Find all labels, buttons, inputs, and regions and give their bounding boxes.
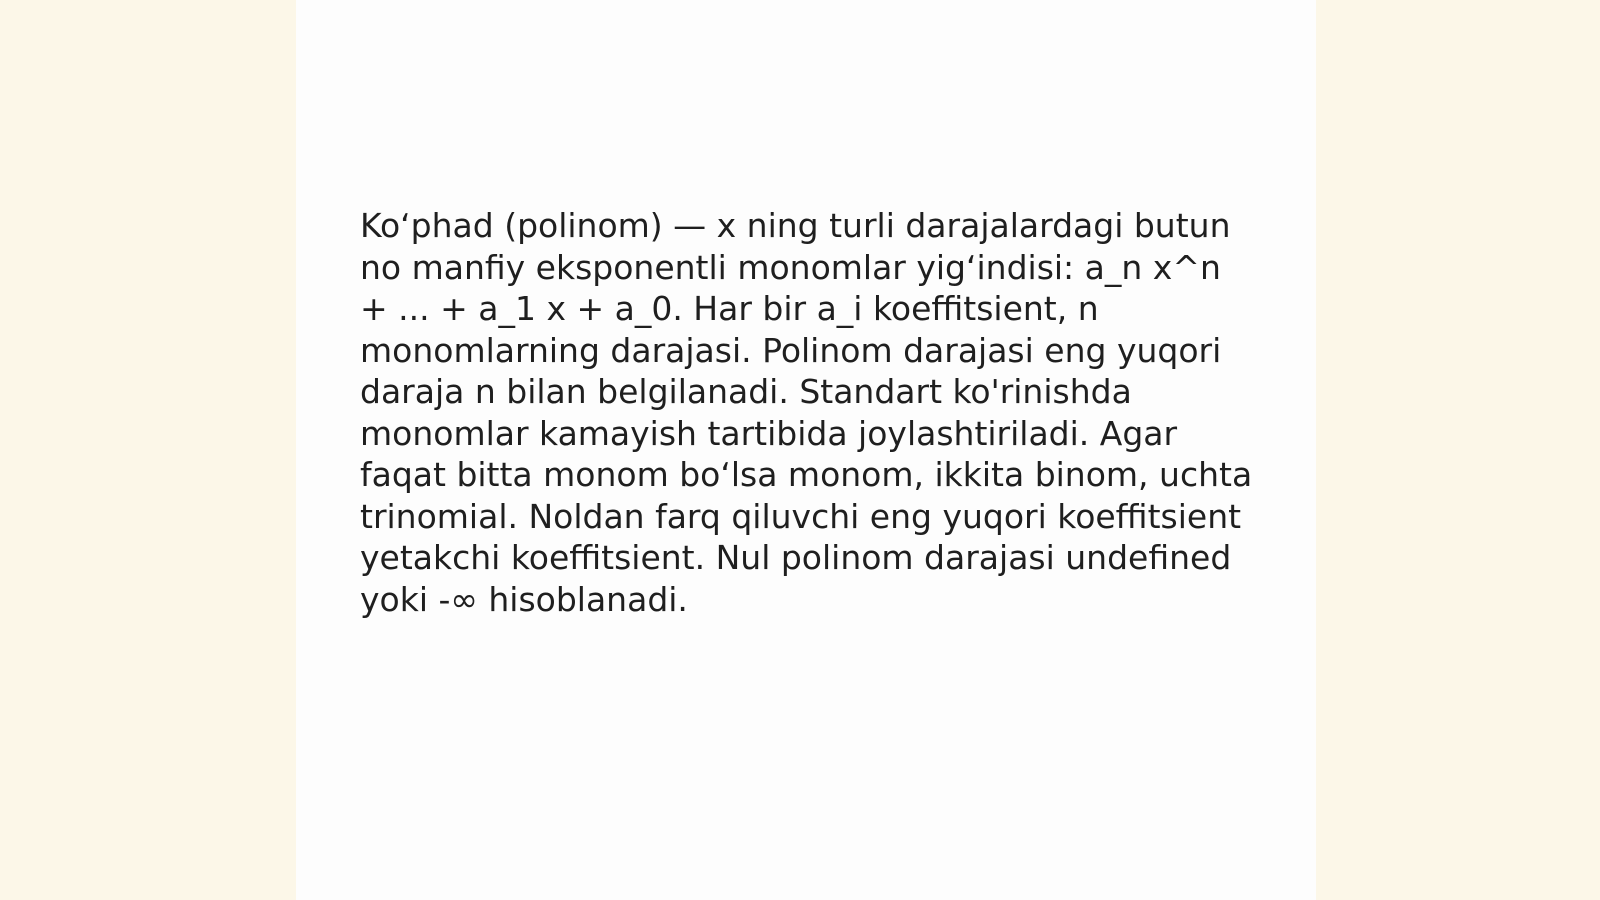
text-line-10: yoki -∞ hisoblanadi. xyxy=(360,579,688,619)
text-line-6: monomlar kamayish tartibida joylashtiriladi. Agar xyxy=(360,413,1178,453)
document-text xyxy=(360,205,1260,620)
text-line-4: monomlarning darajasi. Polinom darajasi eng yuqori xyxy=(360,330,1222,370)
text-line-5: daraja n bilan belgilanadi. Standart ko'rinishda xyxy=(360,372,1132,411)
document-page xyxy=(296,0,1316,900)
text-line-8: trinomial. Noldan farq qiluvchi eng yuqori koeffitsient xyxy=(360,496,1242,536)
text-line-2: no manfiy eksponentli monomlar yig‘indisi: a_n x^n xyxy=(360,247,1221,287)
text-line-7: faqat bitta monom bo‘lsa monom, ikkita binom, uchta xyxy=(360,455,1253,494)
text-line-1: Ko‘phad (polinom) — x ning turli darajalardagi butun xyxy=(360,206,1231,245)
text-line-3: + ... + a_1 x + a_0. Har bir a_i koeffitsient, n xyxy=(360,289,1099,328)
text-line-9: yetakchi koeffitsient. Nul polinom darajasi undefined xyxy=(360,538,1232,577)
